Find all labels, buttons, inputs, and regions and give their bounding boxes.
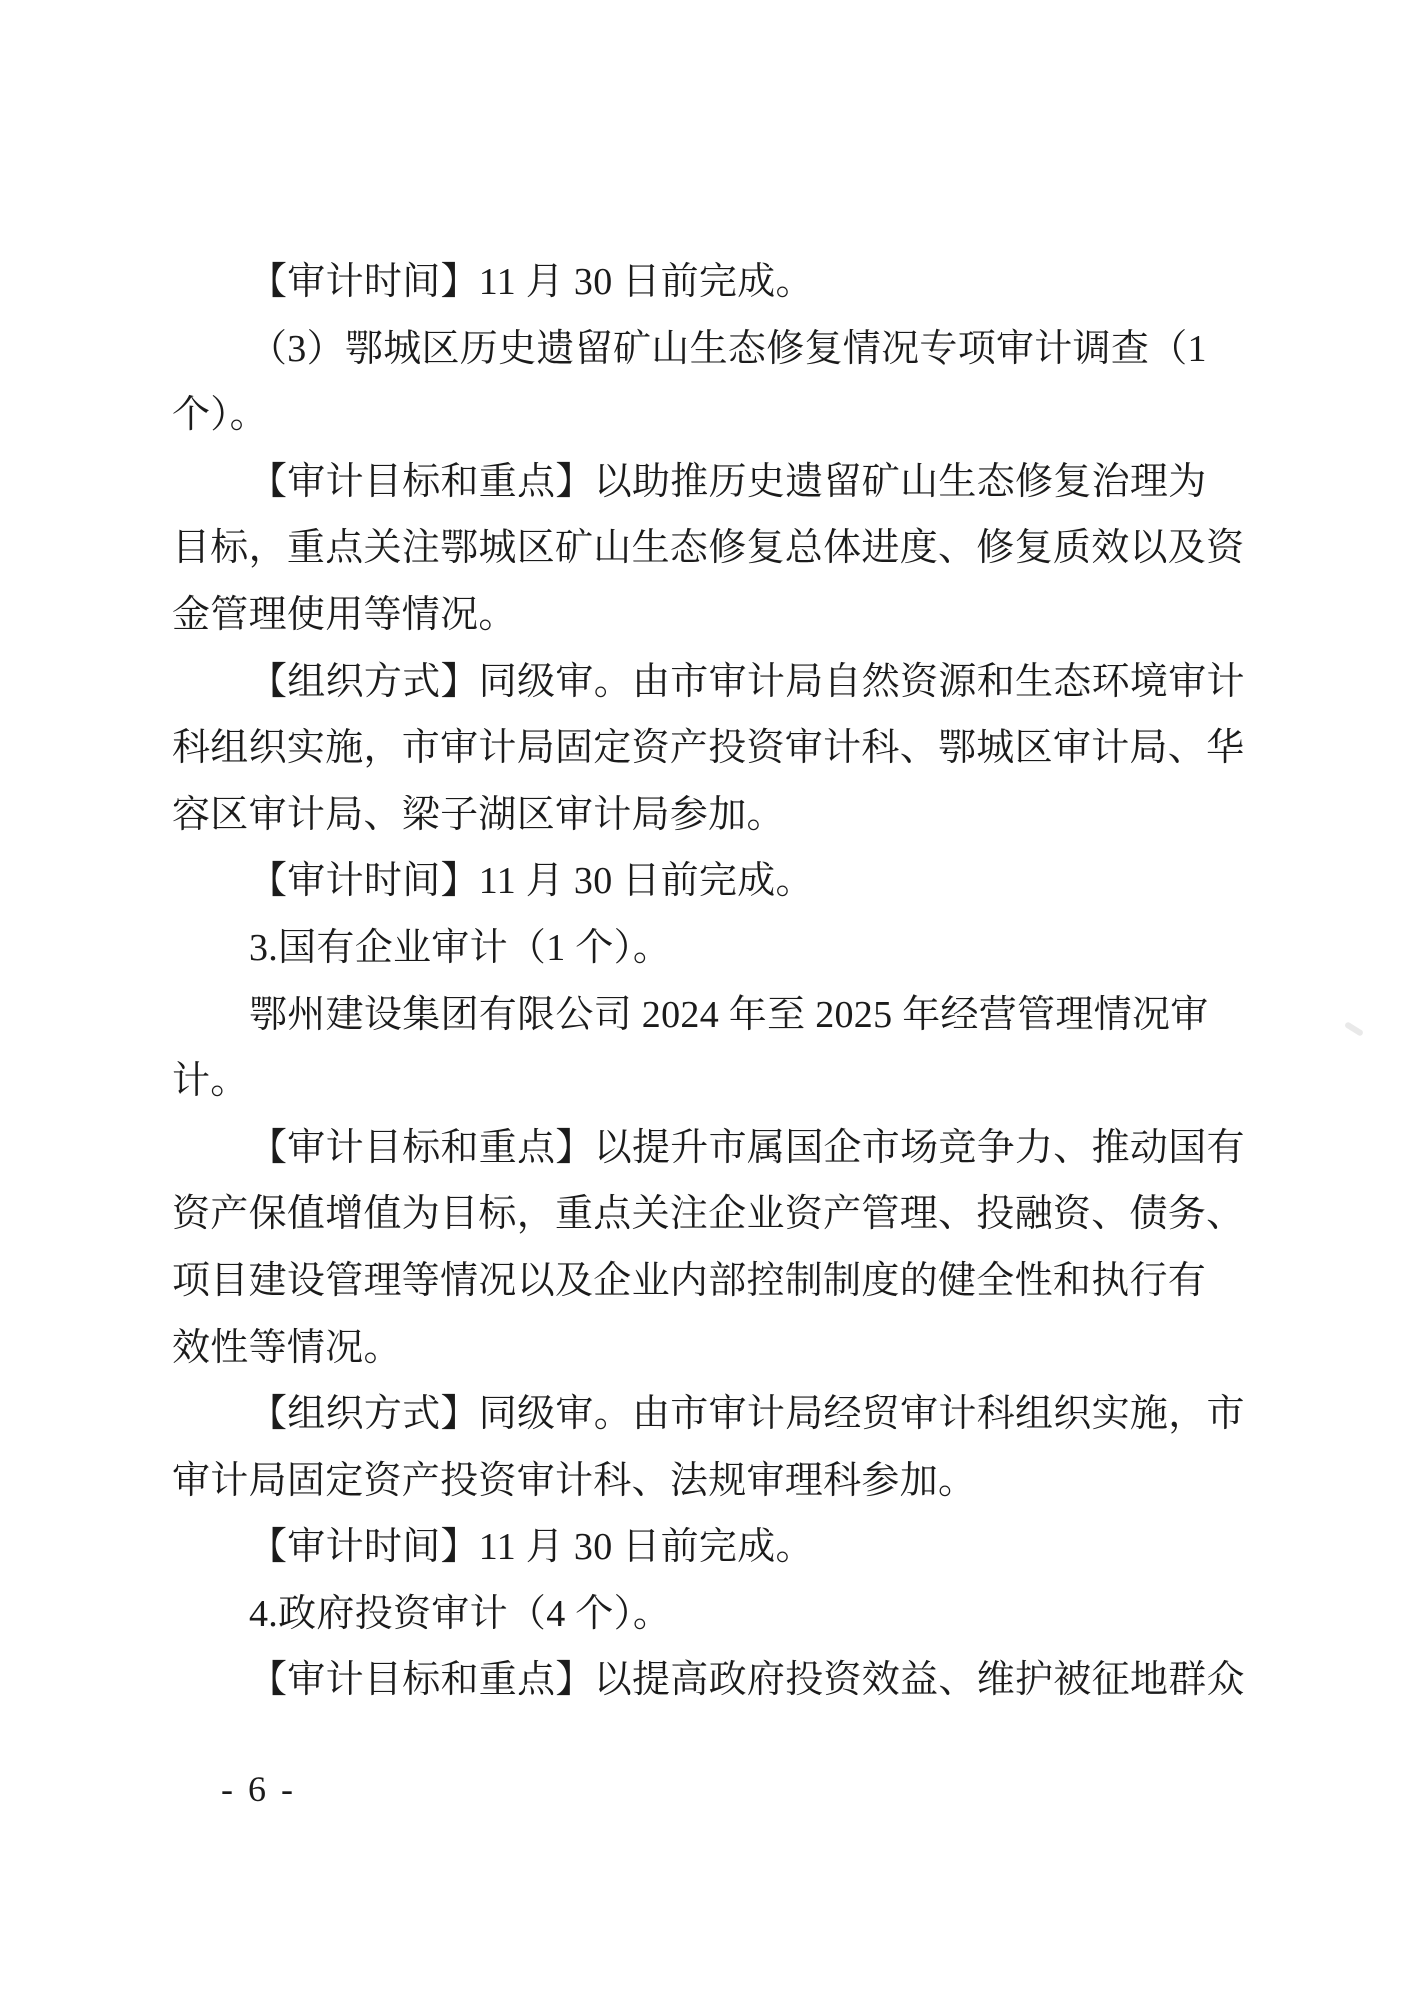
- text-line: 【审计目标和重点】以提升市属国企市场竞争力、推动国有: [249, 1126, 1245, 1169]
- text-line: 【组织方式】同级审。由市审计局自然资源和生态环境审计: [249, 660, 1245, 703]
- text-line: 【审计目标和重点】以提高政府投资效益、维护被征地群众: [249, 1659, 1245, 1702]
- text-line: 目标，重点关注鄂城区矿山生态修复总体进度、修复质效以及资: [172, 527, 1245, 570]
- text-line: 审计局固定资产投资审计科、法规审理科参加。: [172, 1459, 977, 1502]
- text-line: 金管理使用等情况。: [172, 593, 517, 636]
- text-line: 科组织实施，市审计局固定资产投资审计科、鄂城区审计局、华: [172, 727, 1245, 770]
- text-line: 【审计时间】11 月 30 日前完成。: [249, 860, 814, 903]
- text-line: （3）鄂城区历史遗留矿山生态修复情况专项审计调查（1: [249, 327, 1207, 370]
- text-line: 3.国有企业审计（1 个）。: [249, 926, 672, 969]
- document-body: [172, 249, 1245, 1714]
- text-line: 个）。: [172, 394, 268, 437]
- page-number: - 6 -: [221, 1769, 296, 1809]
- text-line: 【审计目标和重点】以助推历史遗留矿山生态修复治理为: [249, 460, 1207, 503]
- text-line: 计。: [172, 1060, 249, 1103]
- text-line: 项目建设管理等情况以及企业内部控制制度的健全性和执行有: [172, 1259, 1207, 1302]
- text-line: 容区审计局、梁子湖区审计局参加。: [172, 793, 785, 836]
- text-line: 鄂州建设集团有限公司 2024 年至 2025 年经营管理情况审: [249, 993, 1209, 1036]
- text-line: 4.政府投资审计（4 个）。: [249, 1592, 672, 1635]
- text-line: 【审计时间】11 月 30 日前完成。: [249, 261, 814, 303]
- text-line: 【审计时间】11 月 30 日前完成。: [249, 1526, 814, 1569]
- text-line: 效性等情况。: [172, 1326, 402, 1369]
- scan-smudge-mark: [1344, 1021, 1364, 1037]
- text-line: 【组织方式】同级审。由市审计局经贸审计科组织实施，市: [249, 1393, 1245, 1436]
- text-line: 资产保值增值为目标，重点关注企业资产管理、投融资、债务、: [172, 1193, 1245, 1236]
